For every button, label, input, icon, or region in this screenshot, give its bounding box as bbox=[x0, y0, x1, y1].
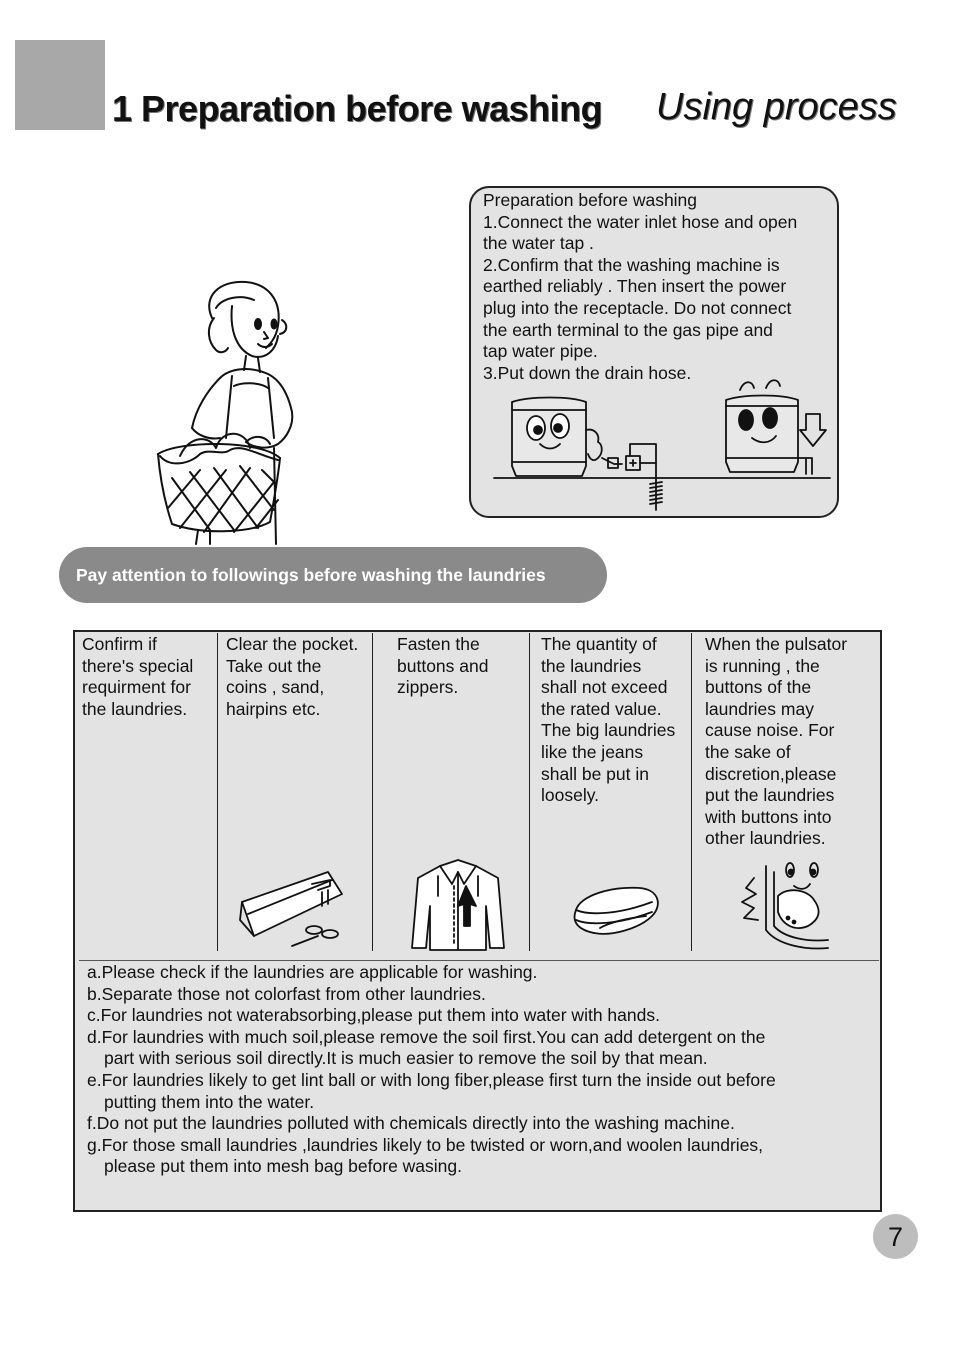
column-pulsator-text bbox=[705, 634, 870, 850]
prep-line: 3.Put down the drain hose. bbox=[483, 362, 692, 383]
attention-banner: Pay attention to followings before washing the laundries bbox=[59, 547, 607, 603]
column-line: the sake of bbox=[705, 741, 791, 762]
page-title: 1 Preparation before washing bbox=[112, 88, 603, 129]
column-divider bbox=[217, 633, 218, 951]
column-line: put the laundries bbox=[705, 785, 835, 806]
prep-line: tap water pipe. bbox=[483, 341, 598, 362]
prep-line: Preparation before washing bbox=[483, 190, 698, 210]
prep-line: 2.Confirm that the washing machine is bbox=[483, 254, 780, 275]
column-line: buttons of the bbox=[705, 677, 812, 698]
note-item-continued: putting them into the water. bbox=[104, 1091, 315, 1112]
column-line: the laundries bbox=[541, 655, 642, 676]
column-line: zippers. bbox=[397, 677, 459, 698]
column-line: loosely. bbox=[541, 785, 600, 806]
pocket-with-hairpins-icon bbox=[238, 866, 348, 950]
folded-laundry-icon bbox=[570, 882, 662, 944]
preparation-steps-text bbox=[483, 190, 838, 384]
column-quantity-text bbox=[541, 634, 686, 807]
column-line: shall not exceed bbox=[541, 677, 668, 698]
noisy-drum-icon bbox=[738, 856, 834, 952]
washing-machine-illustration bbox=[490, 374, 835, 516]
column-divider bbox=[372, 633, 373, 951]
note-item-continued: part with serious soil directly.It is much easier to remove the soil by that mean. bbox=[104, 1048, 708, 1069]
note-item: a.Please check if the laundries are applicable for washing. bbox=[87, 962, 538, 982]
note-item-continued: please put them into mesh bag before wasing. bbox=[104, 1156, 462, 1177]
column-line: the rated value. bbox=[541, 698, 662, 719]
column-line: requirment for bbox=[82, 677, 191, 698]
column-line: Fasten the bbox=[397, 634, 480, 654]
column-divider bbox=[529, 633, 530, 951]
prep-line: the water tap . bbox=[483, 233, 594, 254]
column-line: the laundries. bbox=[82, 698, 188, 719]
column-fasten-text bbox=[397, 634, 512, 699]
column-line: Confirm if bbox=[82, 634, 157, 654]
column-line: there's special bbox=[82, 655, 194, 676]
section-subtitle: Using process bbox=[656, 86, 897, 128]
column-line: laundries may bbox=[705, 698, 814, 719]
column-line: When the pulsator bbox=[705, 634, 848, 654]
column-line: like the jeans bbox=[541, 741, 644, 762]
column-confirm-text bbox=[82, 634, 207, 720]
prep-line: earthed reliably . Then insert the power bbox=[483, 276, 787, 297]
column-divider bbox=[691, 633, 692, 951]
column-line: Clear the pocket. bbox=[226, 634, 359, 654]
column-line: buttons and bbox=[397, 655, 489, 676]
note-item: g.For those small laundries ,laundries likely to be twisted or worn,and woolen laundries, bbox=[87, 1134, 764, 1155]
note-item: e.For laundries likely to get lint ball or with long fiber,please first turn the inside out before bbox=[87, 1069, 776, 1090]
column-line: with buttons into bbox=[705, 806, 832, 827]
prep-line: 1.Connect the water inlet hose and open bbox=[483, 211, 798, 232]
note-item: f.Do not put the laundries polluted with chemicals directly into the washing machine. bbox=[87, 1113, 735, 1134]
column-line: The quantity of bbox=[541, 634, 657, 654]
buttoned-shirt-icon bbox=[408, 856, 508, 952]
prep-line: plug into the receptacle. Do not connect bbox=[483, 297, 792, 318]
column-line: discretion,please bbox=[705, 763, 837, 784]
column-line: other laundries. bbox=[705, 828, 826, 849]
column-line: The big laundries bbox=[541, 720, 676, 741]
page-number: 7 bbox=[873, 1214, 918, 1259]
column-line: Take out the bbox=[226, 655, 322, 676]
column-line: cause noise. For bbox=[705, 720, 835, 741]
column-line: is running , the bbox=[705, 655, 820, 676]
note-item: b.Separate those not colorfast from other laundries. bbox=[87, 983, 486, 1004]
column-pocket-text bbox=[226, 634, 371, 720]
column-line: hairpins etc. bbox=[226, 698, 321, 719]
note-item: d.For laundries with much soil,please remove the soil first.You can add detergent on the bbox=[87, 1026, 766, 1047]
column-line: shall be put in bbox=[541, 763, 649, 784]
woman-with-basket-illustration bbox=[150, 278, 300, 546]
prep-line: the earth terminal to the gas pipe and bbox=[483, 319, 773, 340]
column-line: coins , sand, bbox=[226, 677, 325, 698]
section-marker-block bbox=[15, 40, 105, 130]
note-item: c.For laundries not waterabsorbing,please put them into water with hands. bbox=[87, 1005, 660, 1026]
preparation-notes-list bbox=[87, 962, 776, 1178]
table-divider bbox=[79, 960, 879, 961]
